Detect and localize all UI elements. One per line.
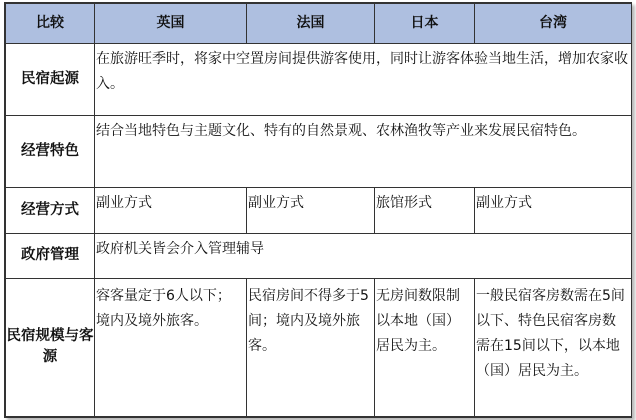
table-row bbox=[6, 116, 632, 188]
cell-operation-taiwan: 副业方式 bbox=[475, 188, 632, 233]
cell-operation-uk: 副业方式 bbox=[95, 188, 247, 233]
cell-scale-taiwan: 一般民宿客房数需在5间以下、特色民宿客房数需在15间以下，以本地（国）居民为主。 bbox=[475, 278, 632, 416]
row-label-government: 政府管理 bbox=[6, 233, 95, 278]
header-compare: 比较 bbox=[6, 4, 95, 44]
row-label-operation: 经营方式 bbox=[6, 188, 95, 233]
table-row bbox=[6, 44, 632, 116]
cell-scale-japan: 无房间数限制以本地（国）居民为主。 bbox=[375, 278, 475, 416]
row-label-features: 经营特色 bbox=[6, 116, 95, 188]
comparison-table-frame bbox=[4, 2, 632, 418]
table-row bbox=[6, 278, 632, 416]
comparison-table bbox=[5, 3, 632, 417]
cell-features: 结合当地特色与主题文化、特有的自然景观、农林渔牧等产业来发展民宿特色。 bbox=[95, 116, 632, 188]
cell-government: 政府机关皆会介入管理辅导 bbox=[95, 233, 632, 278]
header-uk: 英国 bbox=[95, 4, 247, 44]
row-label-scale: 民宿规模与客源 bbox=[6, 278, 95, 416]
header-taiwan: 台湾 bbox=[475, 4, 632, 44]
cell-origin: 在旅游旺季时，将家中空置房间提供游客使用，同时让游客体验当地生活，增加农家收入。 bbox=[95, 44, 632, 116]
header-row bbox=[6, 4, 632, 44]
header-japan: 日本 bbox=[375, 4, 475, 44]
cell-scale-uk: 容客量定于6人以下；境内及境外旅客。 bbox=[95, 278, 247, 416]
cell-operation-japan: 旅馆形式 bbox=[375, 188, 475, 233]
cell-scale-france: 民宿房间不得多于5间；境内及境外旅客。 bbox=[247, 278, 375, 416]
table-row bbox=[6, 188, 632, 233]
cell-operation-france: 副业方式 bbox=[247, 188, 375, 233]
row-label-origin: 民宿起源 bbox=[6, 44, 95, 116]
header-france: 法国 bbox=[247, 4, 375, 44]
table-row bbox=[6, 233, 632, 278]
